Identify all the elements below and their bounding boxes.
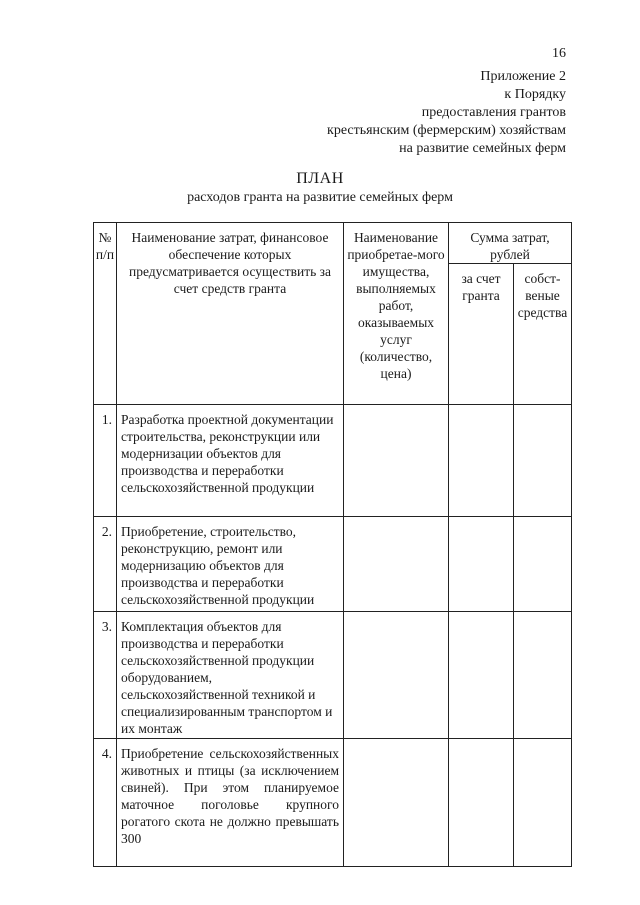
- row-items-cell: [344, 612, 449, 739]
- row-description: Разработка проектной документации строительства, реконструкции или модернизации объектов для производства и переработки сельскохозяйственной продукции: [117, 405, 344, 517]
- row-grant-cell: [449, 612, 514, 739]
- appendix-header: [206, 68, 566, 158]
- appendix-line: крестьянским (фермерским) хозяйствам: [327, 123, 566, 138]
- row-own-cell: [514, 517, 572, 612]
- table-row: [94, 612, 572, 739]
- table-row: [94, 739, 572, 867]
- header-items: Наименование приобретае-мого имущества, выполняемых работ, оказываемых услуг (количество, цена): [344, 223, 449, 405]
- appendix-line: к Порядку: [504, 87, 566, 102]
- row-items-cell: [344, 739, 449, 867]
- row-description: Приобретение сельскохозяйственных животных и птицы (за исключением свиней). При этом планируемое маточное поголовье крупного рогатого скота не должно превышать 300: [117, 739, 344, 867]
- row-own-cell: [514, 612, 572, 739]
- header-own-funds: собст-веные средства: [514, 264, 572, 405]
- row-number: 2.: [94, 517, 117, 612]
- row-own-cell: [514, 739, 572, 867]
- header-number: № п/п: [94, 223, 117, 405]
- header-expense-name: Наименование затрат, финансовое обеспечение которых предусматривается осуществить за счет средств гранта: [117, 223, 344, 405]
- row-own-cell: [514, 405, 572, 517]
- row-items-cell: [344, 517, 449, 612]
- appendix-line: на развитие семейных ферм: [399, 141, 566, 156]
- appendix-line: предоставления грантов: [421, 105, 566, 120]
- row-grant-cell: [449, 517, 514, 612]
- row-number: 3.: [94, 612, 117, 739]
- expense-plan-table: [93, 222, 572, 867]
- row-grant-cell: [449, 739, 514, 867]
- header-sum: Сумма затрат, рублей: [449, 223, 572, 264]
- row-grant-cell: [449, 405, 514, 517]
- row-description: Приобретение, строительство, реконструкцию, ремонт или модернизацию объектов для производства и переработки сельскохозяйственной продукции: [117, 517, 344, 612]
- document-title: ПЛАН: [296, 170, 344, 187]
- header-grant: за счет гранта: [449, 264, 514, 405]
- appendix-line: Приложение 2: [480, 69, 566, 84]
- table-row: [94, 517, 572, 612]
- row-description: Комплектация объектов для производства и переработки сельскохозяйственной продукции оборудованием, сельскохозяйственной техникой и специализированным транспортом и их монтаж: [117, 612, 344, 739]
- page-number: 16: [552, 46, 566, 61]
- row-items-cell: [344, 405, 449, 517]
- row-number: 4.: [94, 739, 117, 867]
- table-row: [94, 405, 572, 517]
- row-number: 1.: [94, 405, 117, 517]
- document-subtitle: расходов гранта на развитие семейных ферм: [187, 190, 453, 205]
